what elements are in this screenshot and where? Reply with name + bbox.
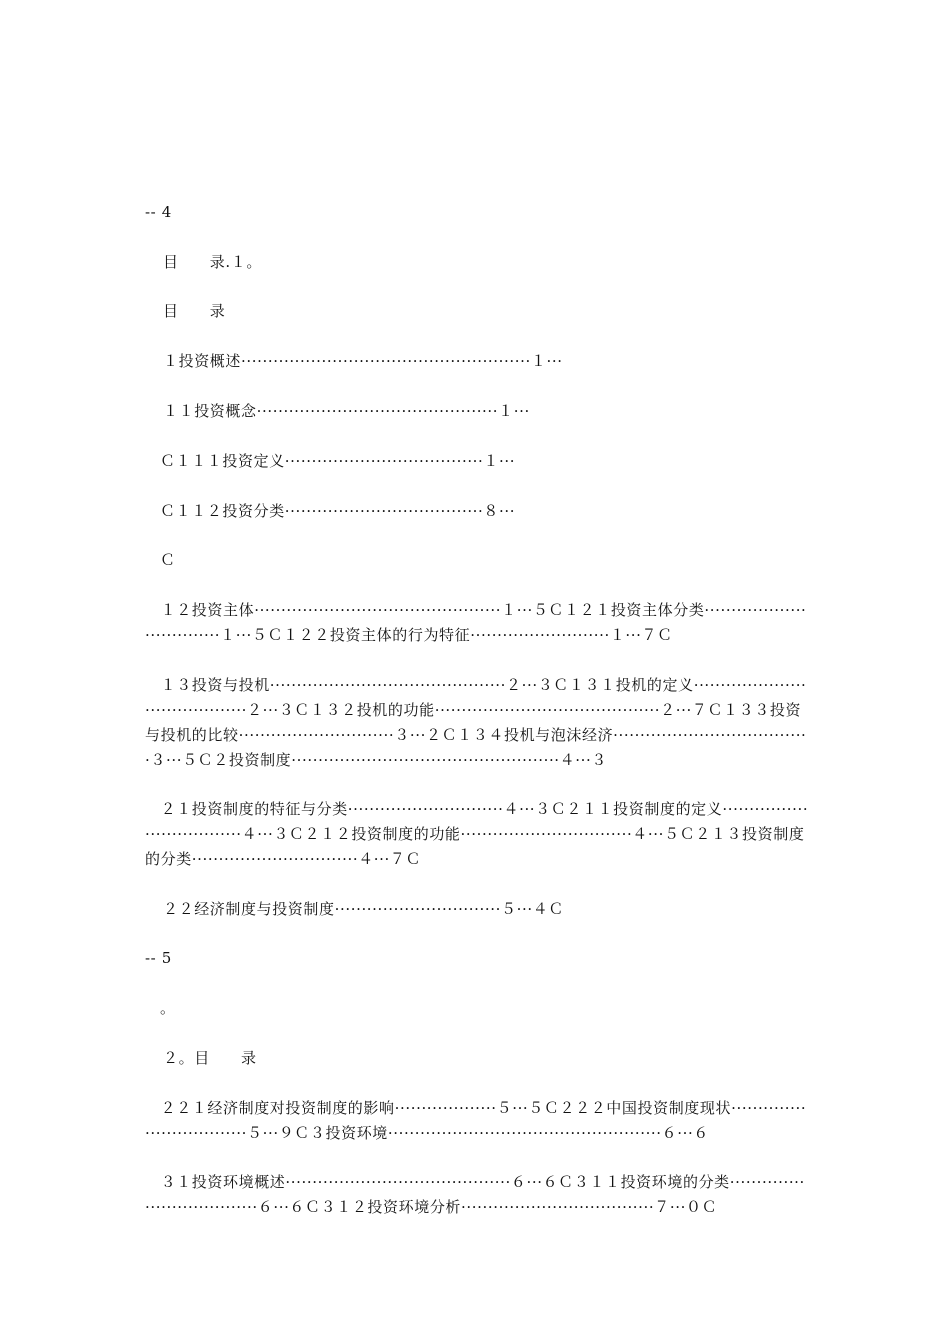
toc-paragraph-1-3: １３投资与投机············································２···３Ｃ１３１投机的定义········································２···３Ｃ１３２投机的功能··········································２···７Ｃ１３３投资与投机的比较·····························３···２Ｃ１３４投机与泡沫经济·····································３···５Ｃ２投资制度··················································４···３ bbox=[145, 676, 807, 769]
toc-entry-1-1-2: Ｃ１１２投资分类·····································８··· bbox=[160, 502, 516, 520]
toc-entry-1: １投资概述······················································１··· bbox=[163, 352, 563, 370]
toc-entry-1-1-1: Ｃ１１１投资定义·····································１··· bbox=[160, 452, 516, 470]
toc-paragraph-1-2: １２投资主体··············································１···５Ｃ１２１投资主体分类·································１···５Ｃ１２２投资主体的行为特征··························１···７Ｃ bbox=[145, 601, 807, 644]
toc-paragraph-2-1: ２１投资制度的特征与分类·····························４···３Ｃ２１１投资制度的定义··································４···３Ｃ２１２投资制度的功能································４···５Ｃ２１３投资制度的分类·······························４···７Ｃ bbox=[145, 800, 809, 868]
dot-line: 。 bbox=[160, 999, 176, 1017]
page-marker-5: -- 5 bbox=[145, 949, 172, 967]
toc-entry-1-1: １１投资概念·············································１··· bbox=[163, 402, 530, 420]
toc-paragraph-2-2-1: ２２１经济制度对投资制度的影响···················５···５Ｃ２２２中国投资制度现状·································５···９Ｃ３投资环境···················································６···６ bbox=[145, 1099, 807, 1142]
header-line: 目 录.１。 bbox=[163, 253, 262, 271]
toc-entry-c: Ｃ bbox=[160, 551, 176, 569]
toc-entry-2-2: ２２经济制度与投资制度·······························５···４Ｃ bbox=[163, 900, 564, 918]
page-marker-4: -- 4 bbox=[145, 203, 172, 221]
toc-paragraph-3-1: ３１投资环境概述··········································６···６Ｃ３１１投资环境的分类···································６···６Ｃ３１２投资环境分析····································７···０Ｃ bbox=[145, 1173, 805, 1216]
toc-title-2: ２。目 录 bbox=[163, 1049, 257, 1067]
toc-title: 目 录 bbox=[163, 302, 226, 320]
